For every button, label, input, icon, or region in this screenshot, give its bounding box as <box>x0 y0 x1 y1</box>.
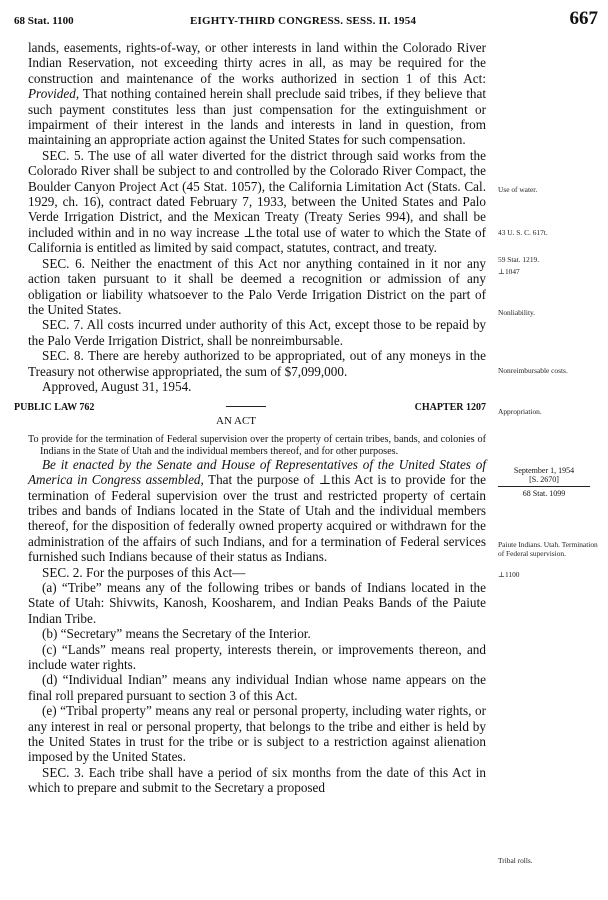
section-label: SEC. 2. <box>42 564 83 580</box>
page-header <box>14 8 598 32</box>
section-3 <box>28 765 486 796</box>
section-6 <box>28 256 486 318</box>
section-label: SEC. 3. <box>42 764 85 780</box>
section-8 <box>28 348 486 379</box>
public-law-number: PUBLIC LAW 762 <box>14 402 95 414</box>
heading-rule <box>226 406 266 407</box>
section-7 <box>28 317 486 348</box>
enactment-date-box <box>498 466 590 498</box>
act-title: AN ACT <box>216 415 257 428</box>
header-congress: EIGHTY-THIRD CONGRESS. SESS. II. 1954 <box>190 15 417 27</box>
section-text: Neither the enactment of this Act nor anything contained in it nor any action taken pursuant to it shall be deemed a recognition or admission of any obligation or liability whatsoever to the Palo Verde Irrigation District on the part of the United States. <box>28 255 487 317</box>
intro-rest: That nothing contained herein shall preclude said tribes, if they believe that such payment constitutes less than just compensation for the extinguishment or impairment of their interest in the lands and interests in land in question, from maintaining an appropriate action against the United States for such compensation. <box>28 86 486 148</box>
approved-line: Approved, August 31, 1954. <box>42 378 192 394</box>
section-2 <box>28 565 486 580</box>
section-text: There are hereby authorized to be appropriated, out of any moneys in the Treasury not otherwise appropriated, the sum of $7,099,000. <box>28 348 486 379</box>
margin-note-page-1100: ⊥1100 <box>498 570 520 579</box>
enactment-date: September 1, 1954 <box>513 466 575 475</box>
section-5 <box>28 148 486 256</box>
margin-note-usc: 43 U. S. C. 617t. <box>498 228 548 237</box>
bill-number: [S. 2670] <box>529 475 559 484</box>
chapter-number: CHAPTER 1207 <box>414 402 486 414</box>
definition-a: (a) “Tribe” means any of the following tribes or bands of Indians located in the State of Utah: Shivwits, Kanosh, Koosharem, and Indian Peaks Bands of the Paiute Indian Tribe. <box>28 580 486 626</box>
section-label: SEC. 5. <box>42 147 84 163</box>
section-text: For the purposes of this Act— <box>82 564 246 580</box>
intro-text: lands, easements, rights-of-way, or other interests in land within the Colorado River Indian Reservation, not exceeding thirty acres in all, as may be required for the construction and maintenance of the works authorized in section 1 of this Act: <box>28 40 486 86</box>
margin-note-nonreimbursable: Nonreimbursable costs. <box>498 366 568 375</box>
margin-note-page-1047: ⊥1047 <box>498 267 520 276</box>
side-rule <box>498 486 590 487</box>
header-stat: 68 Stat. 1100 <box>14 15 74 27</box>
margin-note-paiute: Paiute Indians. Utah. Termination of Federal supervision. <box>498 540 598 558</box>
margin-note-stat: 59 Stat. 1219. <box>498 255 540 264</box>
section-label: SEC. 6. <box>42 255 86 271</box>
margin-note-use-of-water: Use of water. <box>498 185 538 194</box>
page-number: 667 <box>569 8 598 29</box>
definition-d: (d) “Individual Indian” means any individual Indian whose name appears on the final roll prepared pursuant to section 3 of this Act. <box>28 672 486 703</box>
stat-reference: 68 Stat. 1099 <box>522 489 566 498</box>
definition-c: (c) “Lands” means real property, interests therein, or improvements thereon, and include water rights. <box>28 641 486 673</box>
public-law-heading <box>14 400 486 434</box>
section-text: Each tribe shall have a period of six months from the date of this Act in which to prepare and submit to the Secretary a proposed <box>28 764 487 796</box>
enacting-clause <box>28 457 486 565</box>
section-text: All costs incurred under authority of this Act, except those to be repaid by the Palo Verde Irrigation District, shall be nonreimbursable. <box>28 317 487 348</box>
definition-e: (e) “Tribal property” means any real or personal property, including water rights, or any interest in real or personal property, that belongs to the tribe and either is held by the United States in trust for the tribe or is subject to a restriction against alienation imposed by the United States. <box>28 703 486 765</box>
provided-word: Provided, <box>28 86 80 102</box>
margin-note-tribal-rolls: Tribal rolls. <box>498 856 533 865</box>
section-label: SEC. 8. <box>42 348 84 364</box>
enacting-italic: Be it enacted by the Senate and House of Representatives of the United States of America in Congress assembled, <box>28 456 486 488</box>
enacting-rest: That the purpose of ⊥this Act is to provide for the termination of Federal supervision over the trust and restricted property of certain tribes and bands of Indians located in the State of Utah and the individual members thereof, for the disposition of federally owned property acquired or withdrawn for the administration of the affairs of such Indians, and for a termination of Federal services furnished such Indians because of their status as Indians. <box>28 472 486 565</box>
act-purpose: To provide for the termination of Federal supervision over the property of certain tribes, bands, and colonies of Indians in the State of Utah and the individual members thereof, and for other purposes. <box>28 434 486 457</box>
main-text <box>14 40 487 796</box>
section-label: SEC. 7. <box>42 317 84 333</box>
margin-note-nonliability: Nonliability. <box>498 308 536 317</box>
margin-note-appropriation: Appropriation. <box>498 407 542 416</box>
intro-paragraph <box>28 40 486 148</box>
section-text: The use of all water diverted for the district through said works from the Colorado River shall be subject to and controlled by the Colorado River Compact, the Boulder Canyon Project Act (45 Stat. 1057), the California Limitation Act (Stats. Cal. 1929, ch. 16), contract dated February 7, 1933, between the United States and Palo Verde Irrigation District, and the Mexican Treaty (Treaty Series 994), and shall be included within and in no way increase ⊥the total use of water to which the State of California is entitled as limited by said compact, statutes, contract, and treaty. <box>28 147 486 256</box>
definition-b: (b) “Secretary” means the Secretary of the Interior. <box>42 626 311 642</box>
